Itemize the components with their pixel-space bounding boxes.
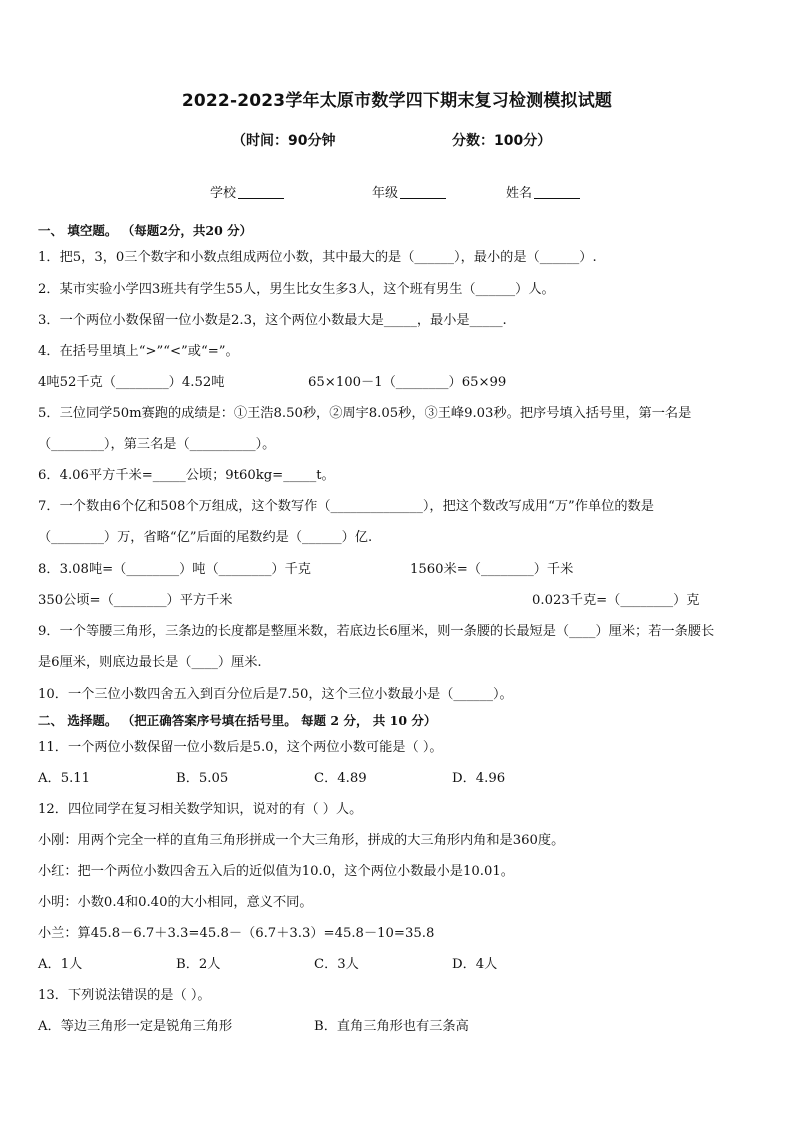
question-8a: 8．3.08吨=（________）吨（________）千克 [38, 562, 311, 577]
question-10: 10．一个三位小数四舍五入到百分位后是7.50，这个三位小数最小是（______）。 [38, 687, 513, 702]
question-9-cont: 是6厘米，则底边最长是（____）厘米. [38, 655, 262, 670]
question-1: 1．把5，3，0三个数字和小数点组成两位小数，其中最大的是（______），最小的是（______）. [38, 250, 597, 265]
question-6: 6．4.06平方千米=_____公顷；9t60kg=_____t。 [38, 468, 335, 483]
question-12-xiaoming: 小明：小数0.4和0.40的大小相同，意义不同。 [38, 895, 313, 910]
name-label: 姓名 [506, 186, 533, 201]
grade-blank [400, 184, 446, 199]
question-5: 5．三位同学50m赛跑的成绩是：①王浩8.50秒，②周宇8.05秒，③王峰9.03秒。把序号填入括号里，第一名是 [38, 406, 692, 421]
question-13: 13．下列说法错误的是（ ）。 [38, 988, 211, 1003]
q13-option-b: B．直角三角形也有三条高 [314, 1019, 469, 1034]
question-4: 4．在括号里填上“>”“<”或“=”。 [38, 344, 239, 359]
section-choice: 二、 选择题。 （把正确答案序号填在括号里。 每题 2 分， 共 10 分） [38, 713, 437, 728]
section-fill-in: 一、 填空题。 （每题2分，共20 分） [38, 223, 253, 238]
grade-field [372, 182, 446, 201]
q12-option-b: B．2人 [176, 957, 221, 972]
question-12-xiaohong: 小红：把一个两位小数四舍五入后的近似值为10.0，这个两位小数最小是10.01。 [38, 864, 514, 879]
q12-option-d: D．4人 [452, 957, 498, 972]
q11-option-d: D．4.96 [452, 771, 506, 786]
question-8b: 1560米=（________）千米 [410, 562, 574, 577]
q11-option-b: B．5.05 [176, 771, 229, 786]
question-7-cont: （________）万，省略“亿”后面的尾数约是（______）亿. [38, 530, 373, 545]
school-field [210, 182, 284, 201]
school-blank [238, 184, 284, 199]
name-field [506, 182, 580, 201]
q12-option-a: A．1人 [38, 957, 83, 972]
page-title: 2022-2023学年太原市数学四下期末复习检测模拟试题 [181, 91, 613, 111]
question-3: 3．一个两位小数保留一位小数是2.3，这个两位小数最大是_____，最小是_____. [38, 313, 507, 328]
exam-time: （时间：90分钟 [232, 133, 336, 149]
q12-option-c: C．3人 [314, 957, 359, 972]
question-4a: 4吨52千克（________）4.52吨 [38, 375, 225, 390]
question-2: 2．某市实验小学四3班共有学生55人，男生比女生多3人，这个班有男生（______）人。 [38, 282, 555, 297]
q11-option-a: A．5.11 [38, 771, 91, 786]
school-label: 学校 [210, 186, 237, 201]
question-5-cont: （________），第三名是（__________）。 [38, 437, 276, 452]
question-8d: 0.023千克=（________）克 [532, 593, 700, 608]
question-12: 12．四位同学在复习相关数学知识，说对的有（ ）人。 [38, 802, 363, 817]
question-9: 9．一个等腰三角形，三条边的长度都是整厘米数，若底边长6厘米，则一条腰的长最短是（____）厘米；若一条腰长 [38, 624, 715, 639]
question-11: 11．一个两位小数保留一位小数后是5.0，这个两位小数可能是（ ）。 [38, 740, 443, 755]
question-8c: 350公顷=（________）平方千米 [38, 593, 233, 608]
question-7: 7．一个数由6个亿和508个万组成，这个数写作（______________），把这个数改写成用“万”作单位的数是 [38, 499, 654, 514]
grade-label: 年级 [372, 186, 399, 201]
q11-option-c: C．4.89 [314, 771, 367, 786]
question-12-xiaogang: 小刚：用两个完全一样的直角三角形拼成一个大三角形，拼成的大三角形内角和是360度。 [38, 833, 565, 848]
q13-option-a: A．等边三角形一定是锐角三角形 [38, 1019, 233, 1034]
exam-score: 分数：100分） [452, 133, 552, 149]
question-12-xiaolan: 小兰：算45.8－6.7＋3.3=45.8－（6.7＋3.3）=45.8－10=35.8 [38, 926, 435, 941]
question-4b: 65×100－1（________）65×99 [308, 375, 507, 390]
name-blank [534, 184, 580, 199]
